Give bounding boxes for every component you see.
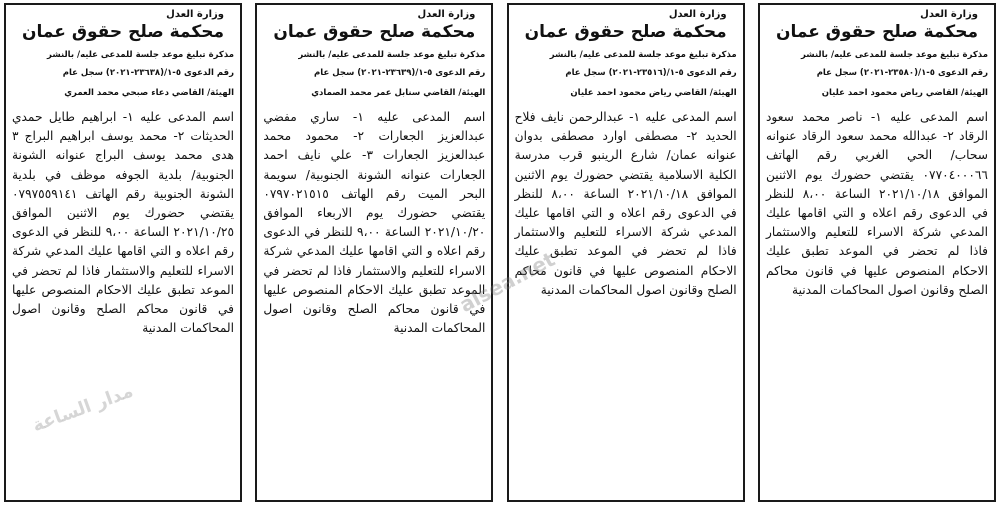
court-name: محكمة صلح حقوق عمان	[22, 22, 224, 42]
court-name: محكمة صلح حقوق عمان	[273, 22, 476, 42]
court-notice-3	[255, 3, 493, 502]
judge-panel: الهيئة/ القاضي رياض محمود احمد عليان	[821, 88, 988, 98]
brand-watermark: مدار الساعة	[29, 380, 136, 437]
ministry-title: وزارة العدل	[668, 9, 727, 20]
notice-body: اسم المدعى عليه ١- ساري مفضي عبدالعزيز الجعارات ٢- محمود محمد عبدالعزيز الجعارات ٣- علي نايف احمد الجعارات عنوانه الشونة الجنوبية/ سويمة البحر الميت رقم الهاتف ٠٧٩٧٠٢١٥١٥ يقتضي حضورك يوم الاربعاء الموافق ٢٠٢١/١٠/٢٠ الساعة ٩،٠٠ للنظر في الدعوى رقم اعلاه و التي اقامها عليك المدعي شركة الاسراء للتعليم والاستثمار فاذا لم تحضر في الموعد تطبق عليك الاحكام المنصوص عليها في قانون محاكم الصلح وقانون اصول المحاكمات المدنية	[263, 110, 486, 336]
ministry-title: وزارة العدل	[920, 9, 978, 20]
memo-title: مذكرة تبليغ موعد جلسة للمدعى عليه/ بالنشر	[47, 50, 234, 60]
site-watermark: alsea.net	[455, 246, 559, 318]
case-number: رقم الدعوى ٥-١/(٢٣٥١٦-٢٠٢١) سجل عام	[565, 68, 737, 78]
memo-title: مذكرة تبليغ موعد جلسة للمدعى عليه/ بالنشر	[298, 50, 486, 60]
judge-panel: الهيئة/ القاضي دعاء صبحي محمد العمري	[64, 88, 234, 98]
judge-panel: الهيئة/ القاضي رياض محمود احمد عليان	[570, 88, 737, 98]
memo-title: مذكرة تبليغ موعد جلسة للمدعى عليه/ بالنشر	[549, 50, 737, 60]
court-name: محكمة صلح حقوق عمان	[775, 22, 978, 42]
court-notice-4	[4, 3, 242, 502]
ministry-title: وزارة العدل	[417, 9, 476, 20]
ministry-title: وزارة العدل	[166, 9, 224, 20]
case-number: رقم الدعوى ٥-١/(٢٣٥٨٠-٢٠٢١) سجل عام	[816, 68, 988, 78]
court-notice-2	[507, 3, 745, 502]
court-notice-1	[758, 3, 996, 502]
judge-panel: الهيئة/ القاضي سنابل عمر محمد الصمادي	[311, 88, 486, 98]
case-number: رقم الدعوى ٥-١/(٢٣٦٣٨-٢٠٢١) سجل عام	[62, 68, 234, 78]
court-name: محكمة صلح حقوق عمان	[524, 22, 727, 42]
case-number: رقم الدعوى ٥-١/(٢٣٦٣٩-٢٠٢١) سجل عام	[314, 68, 486, 78]
notice-body: اسم المدعى عليه ١- ابراهيم طايل حمدي الحديثات ٢- محمد يوسف ابراهيم البراج ٣ هدى محمد يوسف البراج عنوانه الشونة الجنوبية/ بلدية الجوفه موظف في بلدية الشونة الجنوبية رقم الهاتف ٠٧٩٧٥٥٩١٤١ يقتضي حضورك يوم الاثنين الموافق ٢٠٢١/١٠/٢٥ الساعة ٩،٠٠ للنظر في الدعوى رقم اعلاه و التي اقامها عليك المدعي شركة الاسراء للتعليم والاستثمار فاذا لم تحضر في الموعد تطبق عليك الاحكام المنصوص عليها في قانون محاكم الصلح وقانون اصول المحاكمات المدنية	[12, 110, 235, 336]
notice-body: اسم المدعى عليه ١- عبدالرحمن نايف فلاح الحديد ٢- مصطفى اوارد مصطفى بدوان عنوانه عمان/ شارع الرينبو قرب مدرسة الكلية الاسلامية يقتضي حضورك يوم الاثنين الموافق ٢٠٢١/١٠/١٨ الساعة ٨،٠٠ للنظر في الدعوى رقم اعلاه و التي اقامها عليك المدعي شركة الاسراء للتعليم والاستثمار فاذا لم تحضر في الموعد تطبق عليك الاحكام المنصوص عليها في قانون محاكم الصلح وقانون اصول المحاكمات المدنية	[514, 110, 737, 297]
notice-body: اسم المدعى عليه ١- ناصر محمد سعود الرقاد ٢- عبدالله محمد سعود الرقاد عنوانه سحاب/ الحي الغربي رقم الهاتف ٠٧٧٠٤٠٠٠٦٦ يقتضي حضورك يوم الاثنين الموافق ٢٠٢١/١٠/١٨ الساعة ٨،٠٠ للنظر في الدعوى رقم اعلاه و التي اقامها عليك المدعي شركة الاسراء للتعليم والاستثمار فاذا لم تحضر في الموعد تطبق عليك الاحكام المنصوص عليها في قانون محاكم الصلح وقانون اصول المحاكمات المدنية	[765, 110, 988, 297]
memo-title: مذكرة تبليغ موعد جلسة للمدعى عليه/ بالنشر	[801, 50, 988, 60]
